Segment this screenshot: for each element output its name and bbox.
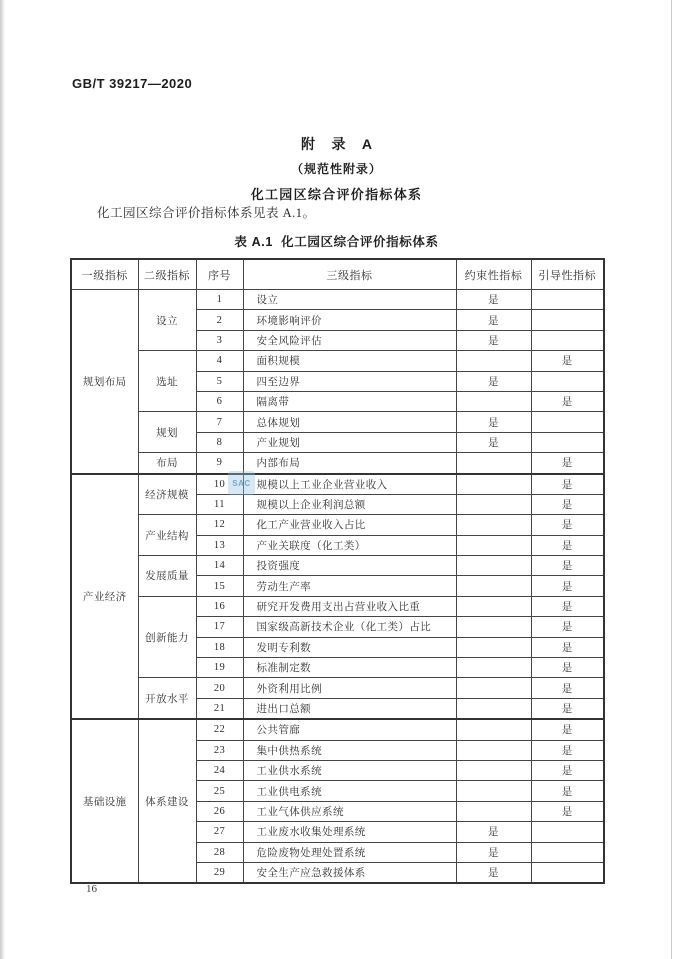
- constraint-cell: 是: [456, 862, 531, 883]
- level1-indicator-cell: 规划布局: [71, 290, 138, 474]
- guidance-cell: 是: [531, 678, 604, 698]
- row-number-cell: 21: [196, 698, 243, 719]
- column-header-number: 序号: [196, 259, 243, 290]
- constraint-cell: [456, 453, 531, 474]
- guidance-cell: 是: [531, 596, 604, 616]
- table-row: [71, 453, 604, 474]
- guidance-cell: 是: [531, 781, 604, 801]
- level3-indicator-cell: 工业供电系统: [243, 781, 456, 801]
- sac-watermark: [228, 471, 255, 495]
- guidance-cell: 是: [531, 658, 604, 678]
- guidance-cell: 是: [531, 351, 604, 371]
- guidance-cell: [531, 862, 604, 883]
- guidance-cell: [531, 412, 604, 432]
- guidance-cell: 是: [531, 637, 604, 657]
- row-number-cell: 1: [196, 290, 243, 310]
- level3-indicator-cell: 外资利用比例: [243, 678, 456, 698]
- constraint-cell: [456, 535, 531, 555]
- guidance-cell: [531, 432, 604, 452]
- row-number-cell: 13: [196, 535, 243, 555]
- guidance-cell: 是: [531, 740, 604, 760]
- appendix-subtitle: （规范性附录）: [291, 162, 382, 176]
- guidance-cell: [531, 822, 604, 842]
- row-number-cell: 9: [196, 453, 243, 474]
- column-header-constraint: 约束性指标: [456, 259, 531, 290]
- sac-watermark-label: SAC: [232, 478, 251, 488]
- row-number-cell: 16: [196, 596, 243, 616]
- level1-indicator-cell: 产业经济: [71, 474, 138, 720]
- constraint-cell: [456, 658, 531, 678]
- guidance-cell: 是: [531, 556, 604, 576]
- constraint-cell: [456, 801, 531, 821]
- guidance-cell: 是: [531, 391, 604, 411]
- row-number-cell: 27: [196, 822, 243, 842]
- constraint-cell: [456, 494, 531, 514]
- constraint-cell: [456, 719, 531, 740]
- level3-indicator-cell: 劳动生产率: [243, 576, 456, 596]
- level3-indicator-cell: 工业供水系统: [243, 760, 456, 780]
- row-number-cell: 23: [196, 740, 243, 760]
- guidance-cell: [531, 290, 604, 310]
- guidance-cell: [531, 371, 604, 391]
- constraint-cell: [456, 391, 531, 411]
- appendix-title-block: [70, 134, 603, 203]
- constraint-cell: 是: [456, 822, 531, 842]
- guidance-cell: 是: [531, 576, 604, 596]
- guidance-cell: [531, 330, 604, 350]
- guidance-cell: [531, 310, 604, 330]
- row-number-cell: 8: [196, 432, 243, 452]
- row-number-cell: 17: [196, 617, 243, 637]
- level3-indicator-cell: 产业关联度（化工类）: [243, 535, 456, 555]
- guidance-cell: 是: [531, 617, 604, 637]
- constraint-cell: [456, 474, 531, 495]
- constraint-cell: [456, 637, 531, 657]
- constraint-cell: [456, 781, 531, 801]
- level3-indicator-cell: 标准制定数: [243, 658, 456, 678]
- table-row: [71, 351, 604, 371]
- level3-indicator-cell: 国家级高新技术企业（化工类）占比: [243, 617, 456, 637]
- row-number-cell: 15: [196, 576, 243, 596]
- level3-indicator-cell: 产业规划: [243, 432, 456, 452]
- header-row: [71, 259, 604, 290]
- level3-indicator-cell: 总体规划: [243, 412, 456, 432]
- row-number-cell: 5: [196, 371, 243, 391]
- guidance-cell: [531, 842, 604, 862]
- table-header: [71, 259, 604, 290]
- level2-indicator-cell: 经济规模: [138, 474, 196, 515]
- constraint-cell: [456, 556, 531, 576]
- table-body: [71, 290, 604, 884]
- constraint-cell: [456, 740, 531, 760]
- constraint-cell: [456, 576, 531, 596]
- column-header-level3: 三级指标: [243, 259, 456, 290]
- row-number-cell: 25: [196, 781, 243, 801]
- guidance-cell: 是: [531, 719, 604, 740]
- appendix-heading: 化工园区综合评价指标体系: [250, 187, 423, 202]
- level3-indicator-cell: 投资强度: [243, 556, 456, 576]
- table-row: [71, 719, 604, 740]
- constraint-cell: [456, 760, 531, 780]
- level3-indicator-cell: 规模以上工业企业营业收入: [243, 474, 456, 495]
- constraint-cell: 是: [456, 842, 531, 862]
- constraint-cell: 是: [456, 330, 531, 350]
- level3-indicator-cell: 安全风险评估: [243, 330, 456, 350]
- table-row: [71, 290, 604, 310]
- scan-edge-right: [671, 0, 672, 959]
- constraint-cell: 是: [456, 310, 531, 330]
- appendix-title: 附 录 A: [300, 136, 379, 152]
- table-row: [71, 596, 604, 616]
- scan-edge-left: [0, 0, 5, 959]
- guidance-cell: 是: [531, 453, 604, 474]
- level3-indicator-cell: 集中供热系统: [243, 740, 456, 760]
- level3-indicator-cell: 内部布局: [243, 453, 456, 474]
- constraint-cell: [456, 351, 531, 371]
- row-number-cell: 12: [196, 515, 243, 535]
- row-number-cell: 18: [196, 637, 243, 657]
- level3-indicator-cell: 研究开发费用支出占营业收入比重: [243, 596, 456, 616]
- row-number-cell: 19: [196, 658, 243, 678]
- constraint-cell: 是: [456, 371, 531, 391]
- constraint-cell: [456, 596, 531, 616]
- level3-indicator-cell: 发明专利数: [243, 637, 456, 657]
- guidance-cell: 是: [531, 801, 604, 821]
- level3-indicator-cell: 隔离带: [243, 391, 456, 411]
- level2-indicator-cell: 体系建设: [138, 719, 196, 883]
- level3-indicator-cell: 进出口总额: [243, 698, 456, 719]
- row-number-cell: 7: [196, 412, 243, 432]
- level2-indicator-cell: 发展质量: [138, 556, 196, 597]
- column-header-level1: 一级指标: [71, 259, 138, 290]
- page-number: 16: [86, 883, 97, 895]
- table-row: [71, 412, 604, 432]
- row-number-cell: 2: [196, 310, 243, 330]
- table-row: [71, 556, 604, 576]
- constraint-cell: 是: [456, 432, 531, 452]
- level2-indicator-cell: 创新能力: [138, 596, 196, 678]
- constraint-cell: [456, 617, 531, 637]
- row-number-cell: 6: [196, 391, 243, 411]
- intro-text: 化工园区综合评价指标体系见表 A.1。: [97, 206, 316, 220]
- constraint-cell: [456, 515, 531, 535]
- row-number-cell: 20: [196, 678, 243, 698]
- guidance-cell: 是: [531, 698, 604, 719]
- row-number-cell: 24: [196, 760, 243, 780]
- guidance-cell: 是: [531, 494, 604, 514]
- indicator-table: [70, 258, 605, 884]
- level3-indicator-cell: 面积规模: [243, 351, 456, 371]
- column-header-level2: 二级指标: [138, 259, 196, 290]
- level3-indicator-cell: 四至边界: [243, 371, 456, 391]
- level2-indicator-cell: 产业结构: [138, 515, 196, 556]
- row-number-cell: 4: [196, 351, 243, 371]
- level3-indicator-cell: 化工产业营业收入占比: [243, 515, 456, 535]
- level3-indicator-cell: 公共管廊: [243, 719, 456, 740]
- row-number-cell: 10: [196, 474, 243, 495]
- level3-indicator-cell: 工业废水收集处理系统: [243, 822, 456, 842]
- constraint-cell: 是: [456, 290, 531, 310]
- column-header-guidance: 引导性指标: [531, 259, 604, 290]
- row-number-cell: 28: [196, 842, 243, 862]
- table-row: [71, 515, 604, 535]
- table-row: [71, 678, 604, 698]
- guidance-cell: 是: [531, 535, 604, 555]
- level2-indicator-cell: 开放水平: [138, 678, 196, 719]
- standard-number: GB/T 39217—2020: [72, 76, 193, 91]
- level1-indicator-cell: 基础设施: [71, 719, 138, 883]
- constraint-cell: [456, 678, 531, 698]
- level2-indicator-cell: 布局: [138, 453, 196, 474]
- table-caption: 表 A.1 化工园区综合评价指标体系: [234, 235, 439, 249]
- row-number-cell: 14: [196, 556, 243, 576]
- guidance-cell: 是: [531, 515, 604, 535]
- constraint-cell: 是: [456, 412, 531, 432]
- row-number-cell: 26: [196, 801, 243, 821]
- row-number-cell: 11: [196, 494, 243, 514]
- table-row: [71, 474, 604, 495]
- level3-indicator-cell: 安全生产应急救援体系: [243, 862, 456, 883]
- level2-indicator-cell: 规划: [138, 412, 196, 453]
- row-number-cell: 3: [196, 330, 243, 350]
- row-number-cell: 22: [196, 719, 243, 740]
- constraint-cell: [456, 698, 531, 719]
- guidance-cell: 是: [531, 474, 604, 495]
- level3-indicator-cell: 环境影响评价: [243, 310, 456, 330]
- level3-indicator-cell: 危险废物处理处置系统: [243, 842, 456, 862]
- level3-indicator-cell: 规模以上企业利润总额: [243, 494, 456, 514]
- guidance-cell: 是: [531, 760, 604, 780]
- level3-indicator-cell: 设立: [243, 290, 456, 310]
- row-number-cell: 29: [196, 862, 243, 883]
- level2-indicator-cell: 设立: [138, 290, 196, 351]
- level2-indicator-cell: 选址: [138, 351, 196, 412]
- level3-indicator-cell: 工业气体供应系统: [243, 801, 456, 821]
